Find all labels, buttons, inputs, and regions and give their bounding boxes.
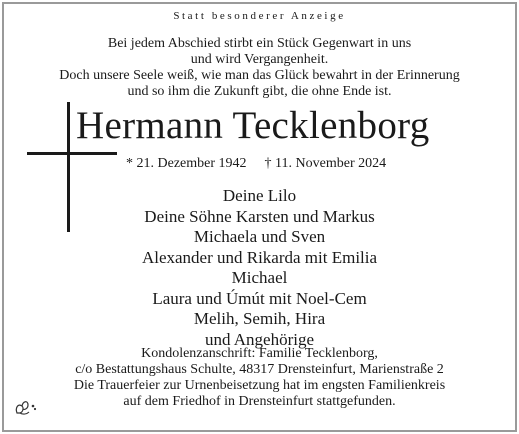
deceased-name: Hermann Tecklenborg xyxy=(76,104,430,147)
mourners-list xyxy=(0,186,519,350)
notice-header: Statt besonderer Anzeige xyxy=(173,10,346,22)
funeral-note-line: auf dem Friedhof in Drensteinfurt stattgefunden. xyxy=(123,394,396,409)
funeral-note-line: Die Trauerfeier zur Urnenbeisetzung hat im engsten Familienkreis xyxy=(73,378,446,393)
poem-line: Doch unsere Seele weiß, wie man das Glück bewahrt in der Erinnerung xyxy=(59,68,460,83)
butterfly-symbol-icon xyxy=(14,398,38,418)
life-dates xyxy=(126,156,386,172)
condolence-address-line: c/o Bestattungshaus Schulte, 48317 Drensteinfurt, Marienstraße 2 xyxy=(75,362,444,377)
mourner-line: Alexander und Rikarda mit Emilia xyxy=(141,247,378,267)
condolence-address-line: Kondolenzanschrift: Familie Tecklenborg, xyxy=(141,346,378,361)
poem-line: und so ihm die Zukunft gibt, die ohne Ende ist. xyxy=(127,84,392,99)
poem-line: und wird Vergangenheit. xyxy=(190,52,329,67)
footer-notes xyxy=(0,346,519,410)
poem-line: Bei jedem Abschied stirbt ein Stück Gegenwart in uns xyxy=(107,36,412,51)
death-date: † 11. November 2024 xyxy=(264,156,387,171)
mourner-line: Michael xyxy=(231,268,288,287)
birth-date: * 21. Dezember 1942 xyxy=(126,156,247,171)
mourner-line: Laura und Úmút mit Noel-Cem xyxy=(152,288,367,308)
mourner-line: Melih, Semih, Hira xyxy=(193,309,326,328)
mourner-line: Deine Söhne Karsten und Markus xyxy=(144,206,375,226)
poem xyxy=(0,36,519,100)
mourner-line: Deine Lilo xyxy=(222,186,297,205)
mourner-line: Michaela und Sven xyxy=(193,227,326,246)
mourner-line: und Angehörige xyxy=(204,329,315,349)
